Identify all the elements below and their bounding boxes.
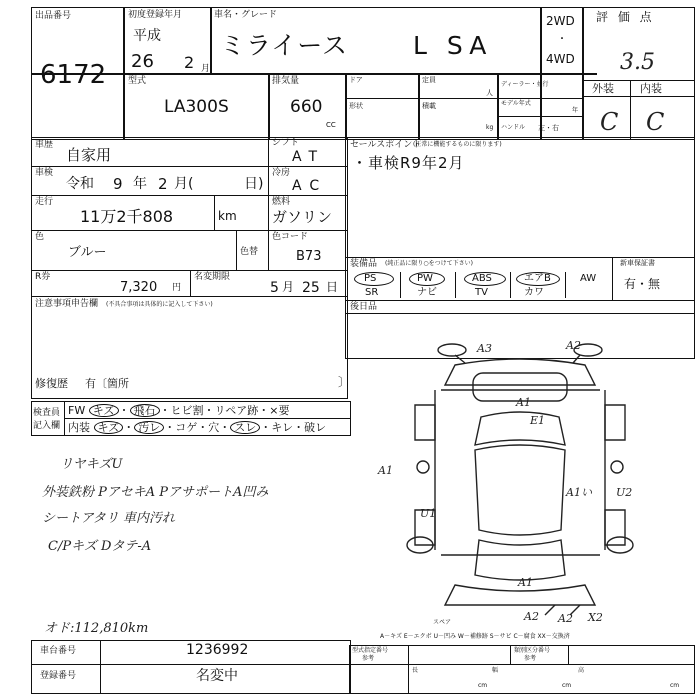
width-label: 幅 (492, 667, 499, 674)
checker-label: 検査員記入欄 (33, 408, 61, 431)
lot-number: 6172 (40, 60, 107, 90)
registration-year: 26 (131, 51, 154, 72)
car-damage-diagram (395, 335, 695, 635)
color-code-value: B73 (296, 249, 322, 264)
history-label: 車歴 (35, 140, 54, 150)
equipment-tv: TV (475, 287, 488, 298)
color-value: ブルー (68, 245, 107, 260)
damage-mark-10: A2 (558, 612, 573, 625)
handwritten-note-1: リヤキズU (60, 457, 123, 472)
sales-point-label: セールスポイント (350, 140, 422, 150)
recycle-label: R券 (35, 272, 51, 282)
checker-row-2: 内装 キズ ・ 汚レ ・コゲ・穴・ スレ ・キレ・破レ (68, 421, 327, 434)
damage-mark-2: A2 (566, 339, 581, 352)
damage-mark-5: A1 (378, 464, 393, 477)
equipment-airbag: エアB (524, 273, 551, 284)
recycle-unit: 円 (172, 283, 182, 293)
height-label: 高 (578, 667, 585, 674)
due-day-unit: 日 (326, 280, 339, 294)
inspection-era: 令和 (66, 176, 94, 192)
due-month: 5 (270, 280, 279, 296)
equipment-aw: AW (580, 273, 597, 284)
shift-value: AT (292, 149, 326, 165)
equipment-abs: ABS (472, 273, 492, 284)
model-label: 車名・グレード (214, 10, 278, 20)
displacement-label: 排気量 (272, 76, 300, 86)
mileage-unit: km (218, 209, 237, 223)
damage-mark-1: A3 (477, 342, 492, 355)
spec-number-label: 型式指定番号 (352, 647, 389, 654)
capacity-unit: 人 (486, 89, 493, 97)
registration-month: 2 (184, 53, 195, 72)
vin-value: 1236992 (186, 642, 249, 658)
mileage-label: 走行 (35, 197, 54, 207)
plate-label: 登録番号 (40, 671, 77, 681)
fuel-label: 燃料 (272, 197, 291, 207)
drive-separator: ・ (557, 34, 567, 45)
registration-era: 平成 (133, 28, 161, 44)
color-code-label: 色コード (272, 232, 309, 242)
due-label: 名変期限 (194, 272, 231, 282)
checker-row-1: FW キズ ・ 飛石 ・ヒビ割・リペア跡・×要 (68, 404, 290, 417)
interior-label: 内装 (640, 82, 662, 95)
equipment-note: (純正品に限り○をつけて下さい) (385, 260, 473, 267)
inspection-year: 9 (113, 175, 123, 193)
interior-grade: C (646, 108, 665, 136)
damage-mark-9: A2 (524, 610, 539, 623)
repair-value: 有〔箇所 (85, 377, 129, 390)
score-label: 評 価 点 (596, 10, 655, 24)
inspection-label: 車検 (35, 168, 54, 178)
exterior-grade: C (600, 108, 619, 136)
handwritten-note-3: シートアタリ 車内汚れ (42, 511, 175, 526)
recycle-value: 7,320 (120, 280, 158, 295)
damage-mark-12: U1 (420, 507, 437, 520)
displacement-unit: CC (326, 121, 336, 129)
handwritten-note-2: 外装鉄粉 PアセキA PアサポートA凹み (42, 485, 269, 500)
due-month-unit: 月 (282, 280, 295, 294)
handle-label: ハンドル (501, 124, 526, 131)
drive-2wd: 2WD (546, 14, 575, 28)
color-label: 色 (35, 232, 45, 242)
equipment-ps: PS (364, 273, 377, 284)
notes-sublabel: (不具合事項は具体的に記入して下さい) (106, 301, 213, 308)
inspection-day-unit: 日) (244, 176, 264, 192)
equipment-navi: ナビ (417, 287, 437, 298)
equipment-leather: カワ (524, 287, 544, 298)
shift-label: シフト (272, 138, 300, 148)
ac-value: AC (292, 178, 328, 194)
sales-point-text: ・車検R9年2月 (352, 154, 465, 172)
first-registration-label: 初度登録年月 (128, 10, 183, 20)
class-number-label: 類別区分番号 (514, 647, 551, 654)
load-label: 積載 (422, 102, 436, 110)
model-year-unit: 年 (572, 107, 579, 114)
length-unit: cm (478, 682, 488, 689)
equipment-label: 装備品 (350, 259, 378, 269)
damage-mark-3: A1 (516, 396, 531, 409)
score-value: 3.5 (620, 50, 655, 75)
repair-close: 〕 (338, 375, 351, 389)
repair-label: 修復歴 (35, 377, 68, 390)
displacement-value: 660 (290, 97, 323, 117)
notes-label: 注意事項申告欄 (35, 299, 99, 309)
inspection-month-unit: 月( (174, 176, 194, 192)
equipment-pw: PW (417, 273, 433, 284)
repaint-label: 色替 (240, 247, 259, 257)
handle-value: 左・右 (538, 124, 559, 132)
damage-mark-7: U2 (616, 486, 633, 499)
mileage-value: 11万2千808 (80, 207, 174, 226)
width-unit: cm (562, 682, 572, 689)
history-value: 自家用 (66, 146, 112, 164)
model-year-label: モデル年式 (501, 100, 531, 107)
exterior-label: 外装 (592, 82, 614, 95)
warranty-label: 新車保証書 (620, 259, 655, 267)
damage-legend: A－キズ E－エクボ U－凹み W－補修跡 S－サビ C－腐食 XX－交換済 (380, 633, 570, 640)
model-name: ミライース (220, 31, 349, 60)
type-value: LA300S (164, 97, 229, 117)
class-ref-label: 参考 (524, 655, 537, 662)
inspection-month: 2 (158, 175, 168, 193)
type-label: 型式 (128, 76, 147, 86)
ac-label: 冷房 (272, 168, 291, 178)
warranty-value: 有・無 (624, 277, 661, 291)
spare-label: スペア (433, 619, 452, 626)
inspection-year-unit: 年 (133, 176, 147, 192)
damage-mark-6: A1い (566, 486, 592, 499)
damage-mark-8: A1 (518, 576, 533, 589)
after-items-label: 後日品 (350, 302, 378, 312)
load-unit: kg (486, 124, 494, 131)
lot-number-label: 出品番号 (35, 11, 72, 21)
due-day: 25 (302, 280, 320, 296)
length-label: 長 (412, 667, 419, 674)
handwritten-note-4: C/Pキズ Dタテ-A (48, 539, 152, 554)
door-label: ドア (349, 76, 363, 84)
equipment-sr: SR (365, 287, 379, 298)
spec-ref-label: 参考 (362, 655, 375, 662)
fuel-value: ガソリン (272, 208, 333, 226)
damage-mark-11: X2 (588, 611, 603, 624)
capacity-label: 定員 (422, 76, 436, 84)
model-grade: L SA (413, 31, 493, 60)
handwritten-mileage: オド:112,810km (44, 621, 149, 636)
height-unit: cm (670, 682, 680, 689)
damage-mark-4: E1 (530, 414, 546, 427)
drive-4wd: 4WD (546, 52, 575, 66)
plate-value: 名変中 (196, 668, 238, 684)
month-unit: 月 (201, 64, 211, 74)
shape-label: 形状 (349, 102, 363, 110)
vin-label: 車台番号 (40, 646, 77, 656)
dealer-label: ディーラー・並行 (501, 81, 549, 88)
sales-point-note: (正常に機能するものに限ります) (413, 141, 502, 148)
